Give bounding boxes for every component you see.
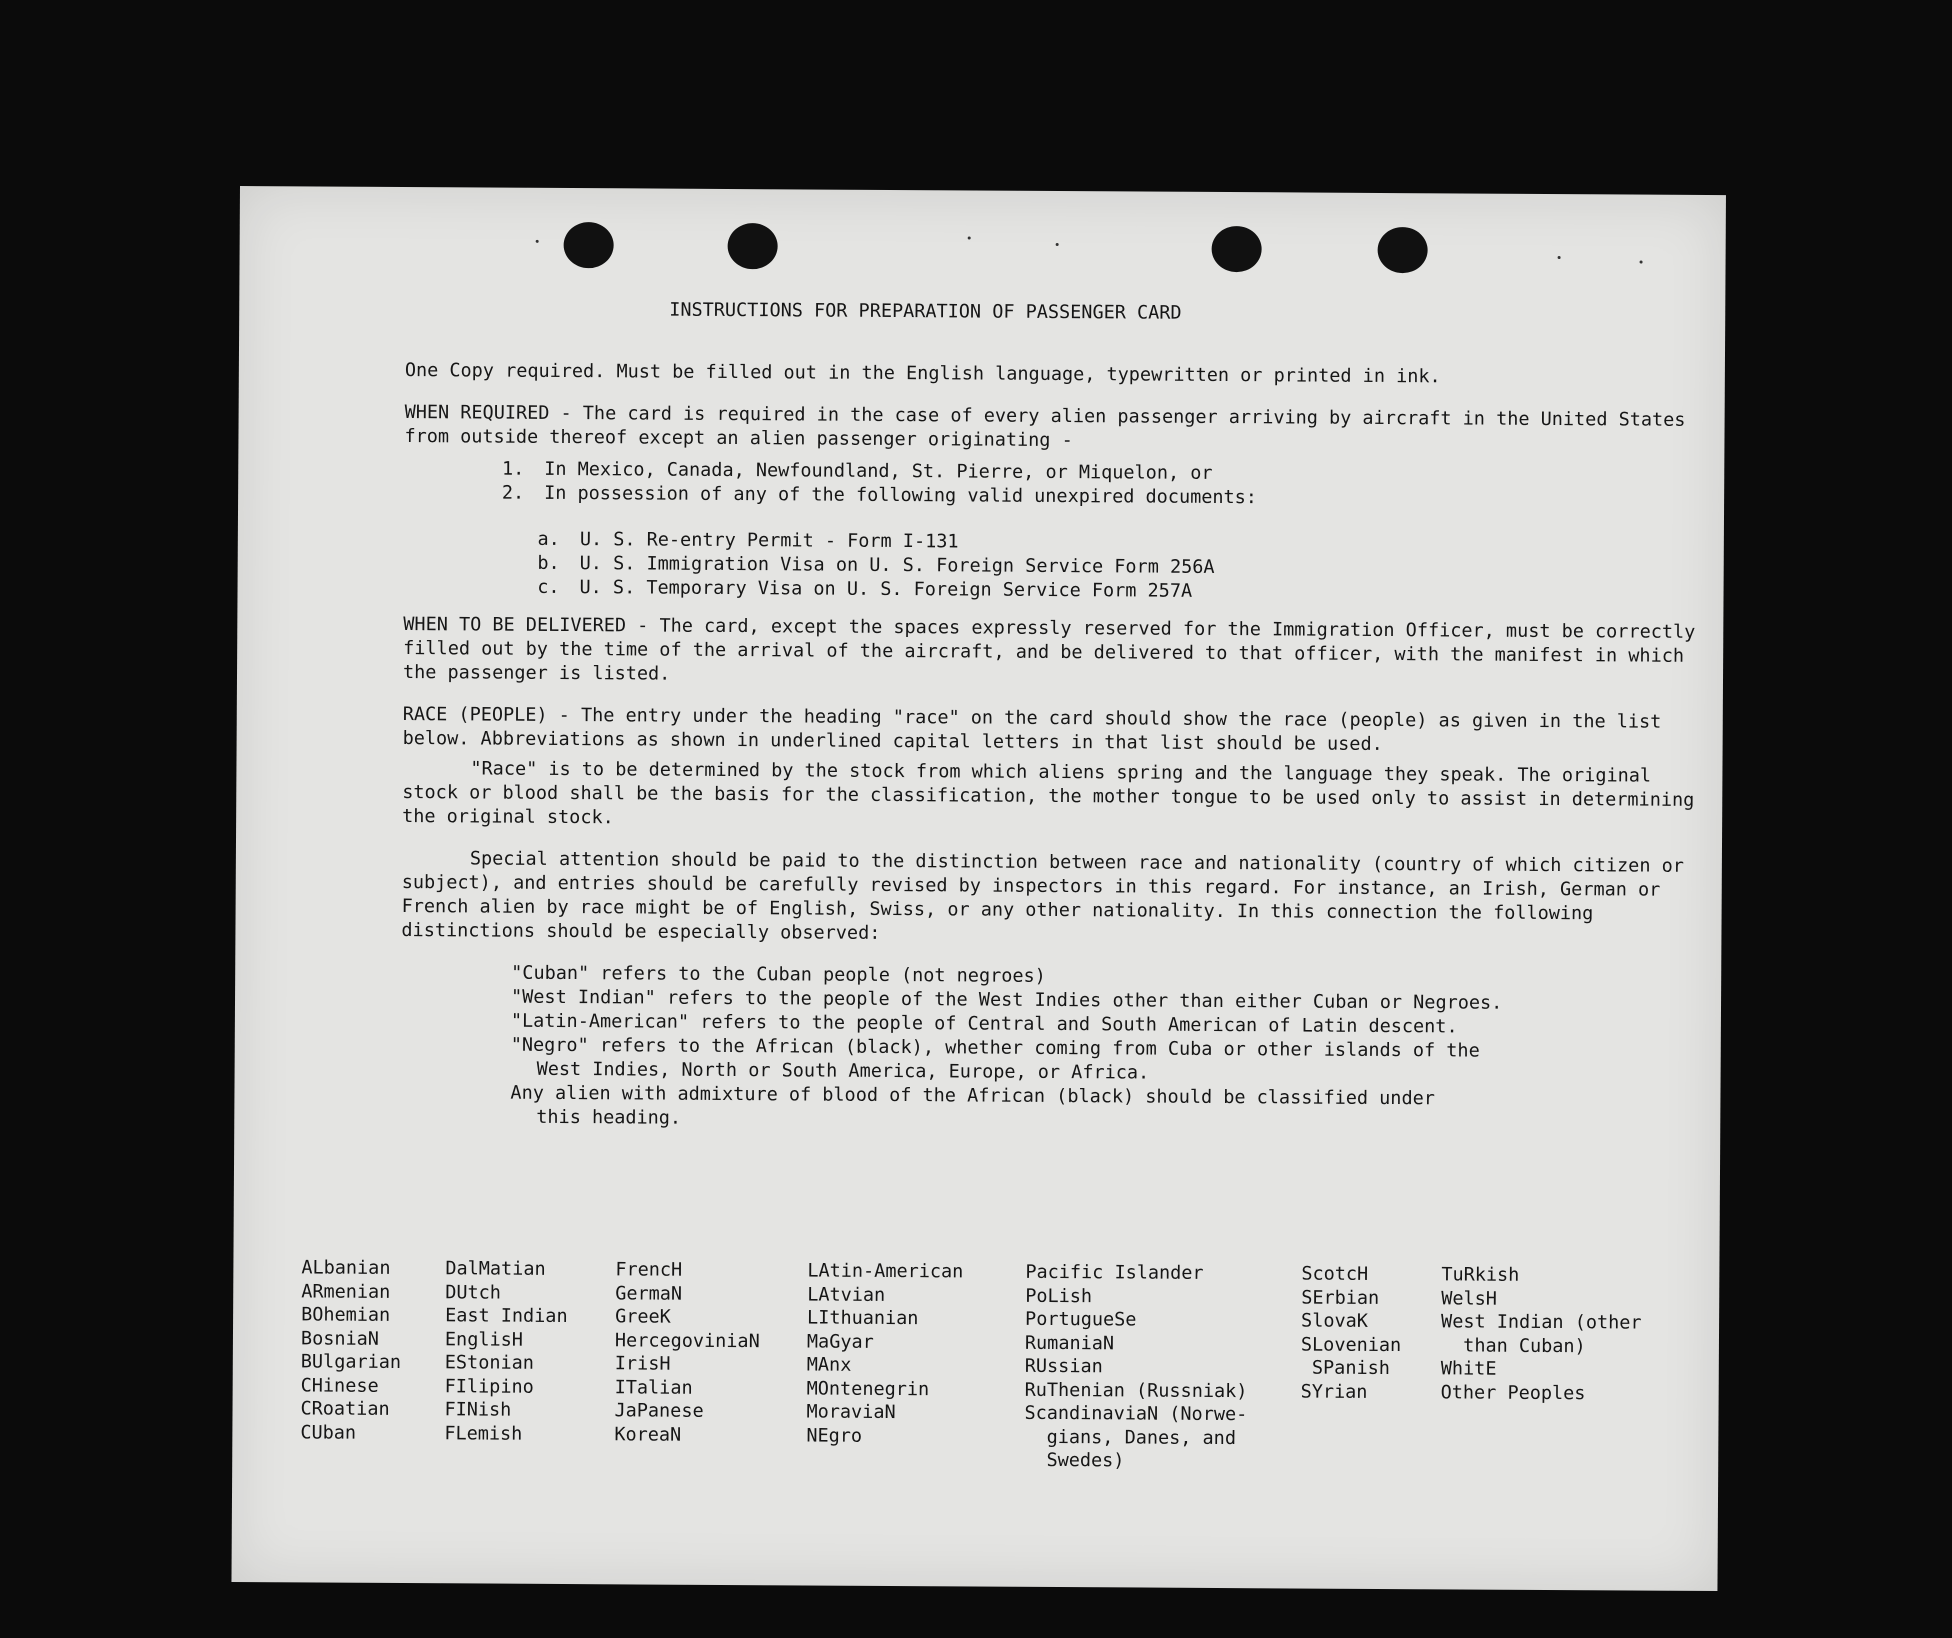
race-entry: than Cuban) — [1440, 1334, 1586, 1357]
race-entry: WelsH — [1441, 1287, 1497, 1310]
race-entry: MoraviaN — [806, 1401, 896, 1424]
race-entry: Pacific Islander — [1025, 1261, 1204, 1284]
race-entry: SErbian — [1301, 1287, 1380, 1309]
race-entry: RuThenian (Russniak) — [1024, 1379, 1248, 1402]
race-entry: DalMatian — [445, 1258, 546, 1280]
race-entry: PortugueSe — [1025, 1308, 1137, 1331]
race-entry: MaGyar — [806, 1330, 874, 1353]
race-entry: ALbanian — [301, 1257, 391, 1279]
race-entry: GermaN — [615, 1282, 683, 1305]
race-column — [1440, 1263, 1681, 1476]
race-entry: ITalian — [614, 1376, 693, 1399]
race-entry: SlovaK — [1301, 1310, 1368, 1332]
race-entry: GreeK — [615, 1306, 671, 1328]
definition-latin-american: "Latin-American" refers to the people of Central and South American of Latin descent. — [510, 1010, 1458, 1038]
race-entry: WhitE — [1440, 1358, 1497, 1380]
race-entry: East Indian — [445, 1305, 568, 1328]
race-list — [300, 1256, 1681, 1476]
race-entry: FLemish — [444, 1422, 523, 1445]
race-entry: RUssian — [1024, 1355, 1103, 1378]
race-entry: ScotcH — [1301, 1263, 1369, 1285]
race-entry: ARmenian — [301, 1280, 391, 1303]
race-entry: MOntenegrin — [806, 1377, 930, 1400]
definition-negro-cont: West Indies, North or South America, Europe, or Africa. — [536, 1058, 1150, 1084]
document-page — [231, 186, 1725, 1591]
race-entry: CHinese — [300, 1374, 379, 1397]
race-entry: JaPanese — [614, 1400, 704, 1422]
definition-west-indian: "West Indian" refers to the people of the West Indies other than either Cuban or Negroes. — [510, 986, 1503, 1014]
document-sublist — [403, 527, 1703, 607]
definition-admixture-cont: this heading. — [536, 1106, 682, 1129]
race-paragraph-1: RACE (PEOPLE) - The entry under the heading "race" on the card should show the race (people) as given in the list below. Abbreviations as shown in underlined capital letters in that list should be used. — [402, 704, 1662, 755]
race-entry: BosniaN — [300, 1327, 379, 1350]
race-column — [444, 1257, 615, 1470]
paper-speck — [1558, 256, 1561, 259]
race-entry: IrisH — [614, 1353, 671, 1375]
race-entry: LIthuanian — [807, 1307, 919, 1330]
race-entry: West Indian (other — [1441, 1311, 1642, 1334]
race-entry: NEgro — [806, 1424, 863, 1447]
race-entry: PoLish — [1025, 1285, 1093, 1307]
punch-hole-3 — [1211, 226, 1261, 272]
race-entry: EnglisH — [444, 1328, 523, 1351]
list-item: 2. In possession of any of the following valid unexpired documents: — [501, 482, 1258, 509]
race-entry: CRoatian — [300, 1398, 390, 1420]
paper-speck — [1640, 261, 1643, 264]
race-column — [806, 1259, 1025, 1472]
race-entry: LAtvian — [807, 1283, 886, 1306]
list-item: 1. In Mexico, Canada, Newfoundland, St. Pierre, or Miquelon, or — [501, 458, 1213, 484]
race-entry: KoreaN — [614, 1423, 682, 1446]
race-column — [1024, 1261, 1301, 1474]
punch-hole-2 — [728, 223, 778, 269]
race-entry: RumaniaN — [1024, 1332, 1115, 1354]
definitions-list — [510, 962, 1701, 1137]
list-item: a. U. S. Re-entry Permit - Form I-131 — [537, 528, 959, 553]
race-entry: EStonian — [444, 1352, 534, 1374]
list-item: c. U. S. Temporary Visa on U. S. Foreign Service Form 257A — [537, 576, 1193, 602]
paper-speck — [536, 240, 539, 243]
race-entry: DUtch — [445, 1281, 502, 1304]
race-paragraph-3: Special attention should be paid to the distinction between race and nationality (country of which citizen or subject), and entries should be carefully revised by inspectors in this regard. For instance, an Irish, German or French alien by race might be of English, Swiss, or any other nationality. In this connection the following distinctions should be especially observed: — [401, 848, 1684, 944]
definition-cuban: "Cuban" refers to the Cuban people (not negroes) — [511, 962, 1046, 987]
when-required-paragraph: WHEN REQUIRED - The card is required in the case of every alien passenger arriving by aircraft in the United States from outside thereof except an alien passenger originating - — [404, 402, 1686, 452]
paper-speck — [968, 236, 971, 239]
race-entry: Other Peoples — [1440, 1381, 1586, 1404]
definition-negro: "Negro" refers to the African (black), whether coming from Cuba or other islands of the — [510, 1034, 1480, 1062]
race-entry: BOhemian — [301, 1304, 391, 1326]
race-entry: FrencH — [615, 1259, 683, 1281]
race-entry: FINish — [444, 1399, 512, 1421]
punch-hole-4 — [1377, 227, 1427, 273]
race-paragraph-2: "Race" is to be determined by the stock from which aliens spring and the language they speak. The original stock or blood shall be the basis for the classification, the mother tongue to be used only to assist in determining the original stock. — [402, 758, 1695, 829]
race-entry: BUlgarian — [300, 1351, 402, 1374]
race-entry: SLovenian — [1300, 1334, 1402, 1356]
instructions-text — [400, 297, 1705, 1137]
race-entry: FIlipino — [444, 1375, 534, 1398]
race-entry: SPanish — [1300, 1357, 1390, 1380]
when-delivered-paragraph: WHEN TO BE DELIVERED - The card, except the spaces expressly reserved for the Immigration Officer, must be correctly filled out by the time of the arrival of the aircraft, and be delivered to that officer, with the manifest in which the passenger is listed. — [402, 614, 1696, 685]
paper-speck — [1056, 243, 1059, 246]
intro-paragraph: One Copy required. Must be filled out in the English language, typewritten or printed in ink. — [404, 360, 1441, 388]
definition-admixture: Any alien with admixture of blood of the African (black) should be classified under — [510, 1082, 1435, 1110]
race-column — [300, 1256, 445, 1468]
origin-exception-list — [404, 457, 1704, 513]
race-entry: TuRkish — [1441, 1264, 1520, 1286]
race-entry: gians, Danes, and — [1024, 1426, 1237, 1449]
race-entry: Swedes) — [1024, 1449, 1125, 1472]
race-column — [614, 1258, 807, 1471]
race-entry: HercegoviniaN — [614, 1329, 760, 1352]
race-entry: SYrian — [1300, 1381, 1368, 1403]
list-item: b. U. S. Immigration Visa on U. S. Foreign Service Form 256A — [537, 552, 1215, 578]
race-entry: LAtin-American — [807, 1260, 964, 1283]
race-entry: MAnx — [806, 1354, 852, 1376]
race-entry: ScandinaviaN (Norwe- — [1024, 1402, 1248, 1426]
punch-hole-1 — [564, 222, 614, 268]
race-entry: CUban — [300, 1421, 357, 1444]
race-column — [1300, 1263, 1441, 1475]
document-title: INSTRUCTIONS FOR PREPARATION OF PASSENGER CARD — [669, 299, 1182, 324]
